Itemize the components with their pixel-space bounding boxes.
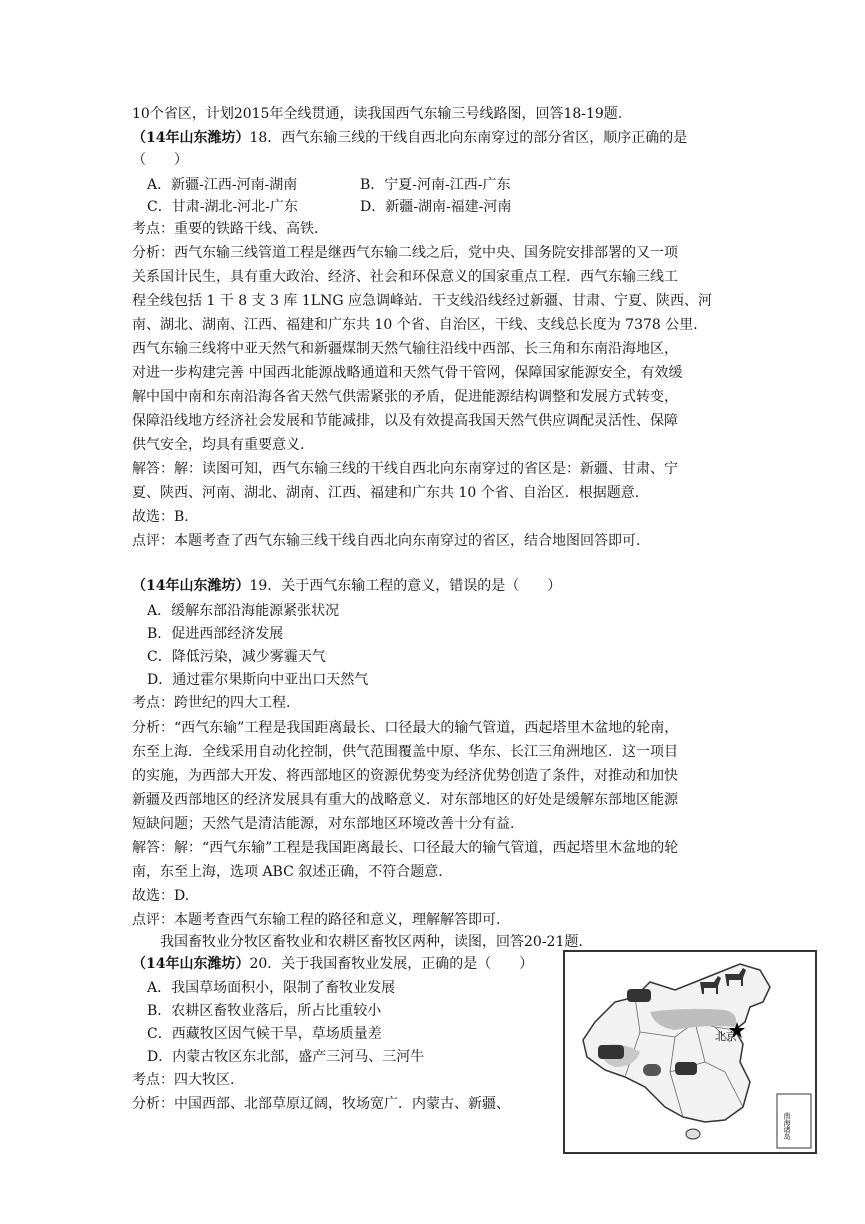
analysis-line: 新疆及西部地区的经济发展具有重大的战略意义．对东部地区的好处是缓解东部地区能源 [132,792,678,808]
map-drawing [565,952,815,1152]
question-source: （14年山东潍坊） [132,956,250,972]
choice-line: 故选：D. [132,888,190,904]
option-d: D．内蒙古牧区东北部，盛产三河马、三河牛 [147,1049,425,1065]
analysis-line: 的实施，为西部大开发、将西部地区的资源优势变为经济优势创造了条件，对推动和加快 [132,768,678,784]
question-paren: （ ） [132,152,188,168]
question-source: （14年山东潍坊） [132,130,250,146]
question-text: 19．关于西气东输工程的意义，错误的是（ ） [249,578,562,594]
intro-line: 10个省区，计划2015年全线贯通，读我国西气东输三号线路图，回答18-19题. [132,106,623,122]
china-livestock-map [563,950,817,1154]
analysis-line: 程全线包括 1 干 8 支 3 库 1LNG 应急调峰站．干支线沿线经过新疆、甘肃、宁夏、陕西、河 [132,293,712,309]
analysis-line: 对进一步构建完善 中国西北能源战略通道和天然气骨干管网，保障国家能源安全，有效缓 [132,365,683,381]
analysis-line: 分析：西气东输三线管道工程是继西气东输二线之后，党中央、国务院安排部署的又一项 [132,245,678,261]
option-b: B．宁夏-河南-江西-广东 [360,177,511,193]
cattle-icon [598,1045,624,1059]
sheep-icon [643,1064,661,1076]
option-c: C．西藏牧区因气候干旱，草场质量差 [147,1026,382,1042]
option-c: C．甘肃-湖北-河北-广东 [147,199,298,215]
cattle-icon [627,989,651,1002]
analysis-line: 解中国中南和东南沿海各省天然气供需紧张的矛盾，促进能源结构调整和发展方式转变， [132,389,678,405]
analysis-line: 保障沿线地方经济社会发展和节能减排，以及有效提高我国天然气供应调配灵活性、保障 [132,413,678,429]
question-text: 18．西气东输三线的干线自西北向东南穿过的部分省区，顺序正确的是 [249,130,688,146]
question-18-stem [132,128,687,148]
option-a: A．缓解东部沿海能源紧张状况 [147,603,340,619]
option-c: C．降低污染，减少雾霾天气 [147,649,326,665]
question-text: 20．关于我国畜牧业发展，正确的是（ ） [249,956,534,972]
question-source: （14年山东潍坊） [132,578,250,594]
analysis-line: 供气安全，均具有重要意义. [132,437,305,453]
analysis-line: 分析：“西气东输”工程是我国距离最长、口径最大的输气管道，西起塔里木盆地的轮南， [132,720,679,736]
comment-line: 点评：本题考查西气东输工程的路径和意义，理解解答即可. [132,912,501,928]
hainan-island [686,1129,700,1139]
kaodian: 考点：重要的铁路干线、高铁. [132,221,319,237]
beijing-label: 北京 [715,1030,737,1043]
inset-label: 南海诸岛 [783,1112,791,1140]
option-a: A．我国草场面积小，限制了畜牧业发展 [147,980,396,996]
answer-line: 南，东至上海，选项 ABC 叙述正确，不符合题意. [132,864,443,880]
option-d: D．通过霍尔果斯向中亚出口天然气 [147,672,369,688]
answer-line: 解答：解：读图可知，西气东输三线的干线自西北向东南穿过的省区是：新疆、甘肃、宁 [132,461,678,477]
cattle-icon [675,1062,697,1075]
option-b: B．农耕区畜牧业落后，所占比重较小 [147,1003,382,1019]
kaodian: 考点：跨世纪的四大工程. [132,695,291,711]
question-19-stem [132,576,561,596]
analysis-line: 南、湖北、湖南、江西、福建和广东共 10 个省、自治区，干线、支线总长度为 7378 公里． [132,317,708,333]
analysis-line: 东至上海．全线采用自动化控制，供气范围覆盖中原、华东、长江三角洲地区．这一项目 [132,744,678,760]
option-b: B．促进西部经济发展 [147,626,284,642]
analysis-line: 分析：中国西部、北部草原辽阔，牧场宽广．内蒙古、新疆、 [132,1096,510,1112]
kaodian: 考点：四大牧区. [132,1072,235,1088]
analysis-line: 关系国计民生，具有重大政治、经济、社会和环保意义的国家重点工程．西气东输三线工 [132,269,678,285]
china-outline [583,964,770,1122]
option-a: A．新疆-江西-河南-湖南 [147,177,298,193]
comment-line: 点评：本题考查了西气东输三线干线自西北向东南穿过的省区，结合地图回答即可. [132,533,641,549]
choice-line: 故选：B. [132,509,189,525]
intro-line-2: 我国畜牧业分牧区畜牧业和农耕区畜牧区两种，读图，回答20-21题. [160,934,583,950]
answer-line: 夏、陕西、河南、湖北、湖南、江西、福建和广东共 10 个省、自治区．根据题意. [132,485,640,501]
analysis-line: 西气东输三线将中亚天然气和新疆煤制天然气输往沿线中西部、长三角和东南沿海地区， [132,341,678,357]
answer-line: 解答：解：“西气东输”工程是我国距离最长、口径最大的输气管道，西起塔里木盆地的轮 [132,840,679,856]
option-d: D．新疆-湖南-福建-河南 [360,199,512,215]
question-20-stem [132,954,533,974]
analysis-line: 短缺问题；天然气是清洁能源，对东部地区环境改善十分有益. [132,816,515,832]
